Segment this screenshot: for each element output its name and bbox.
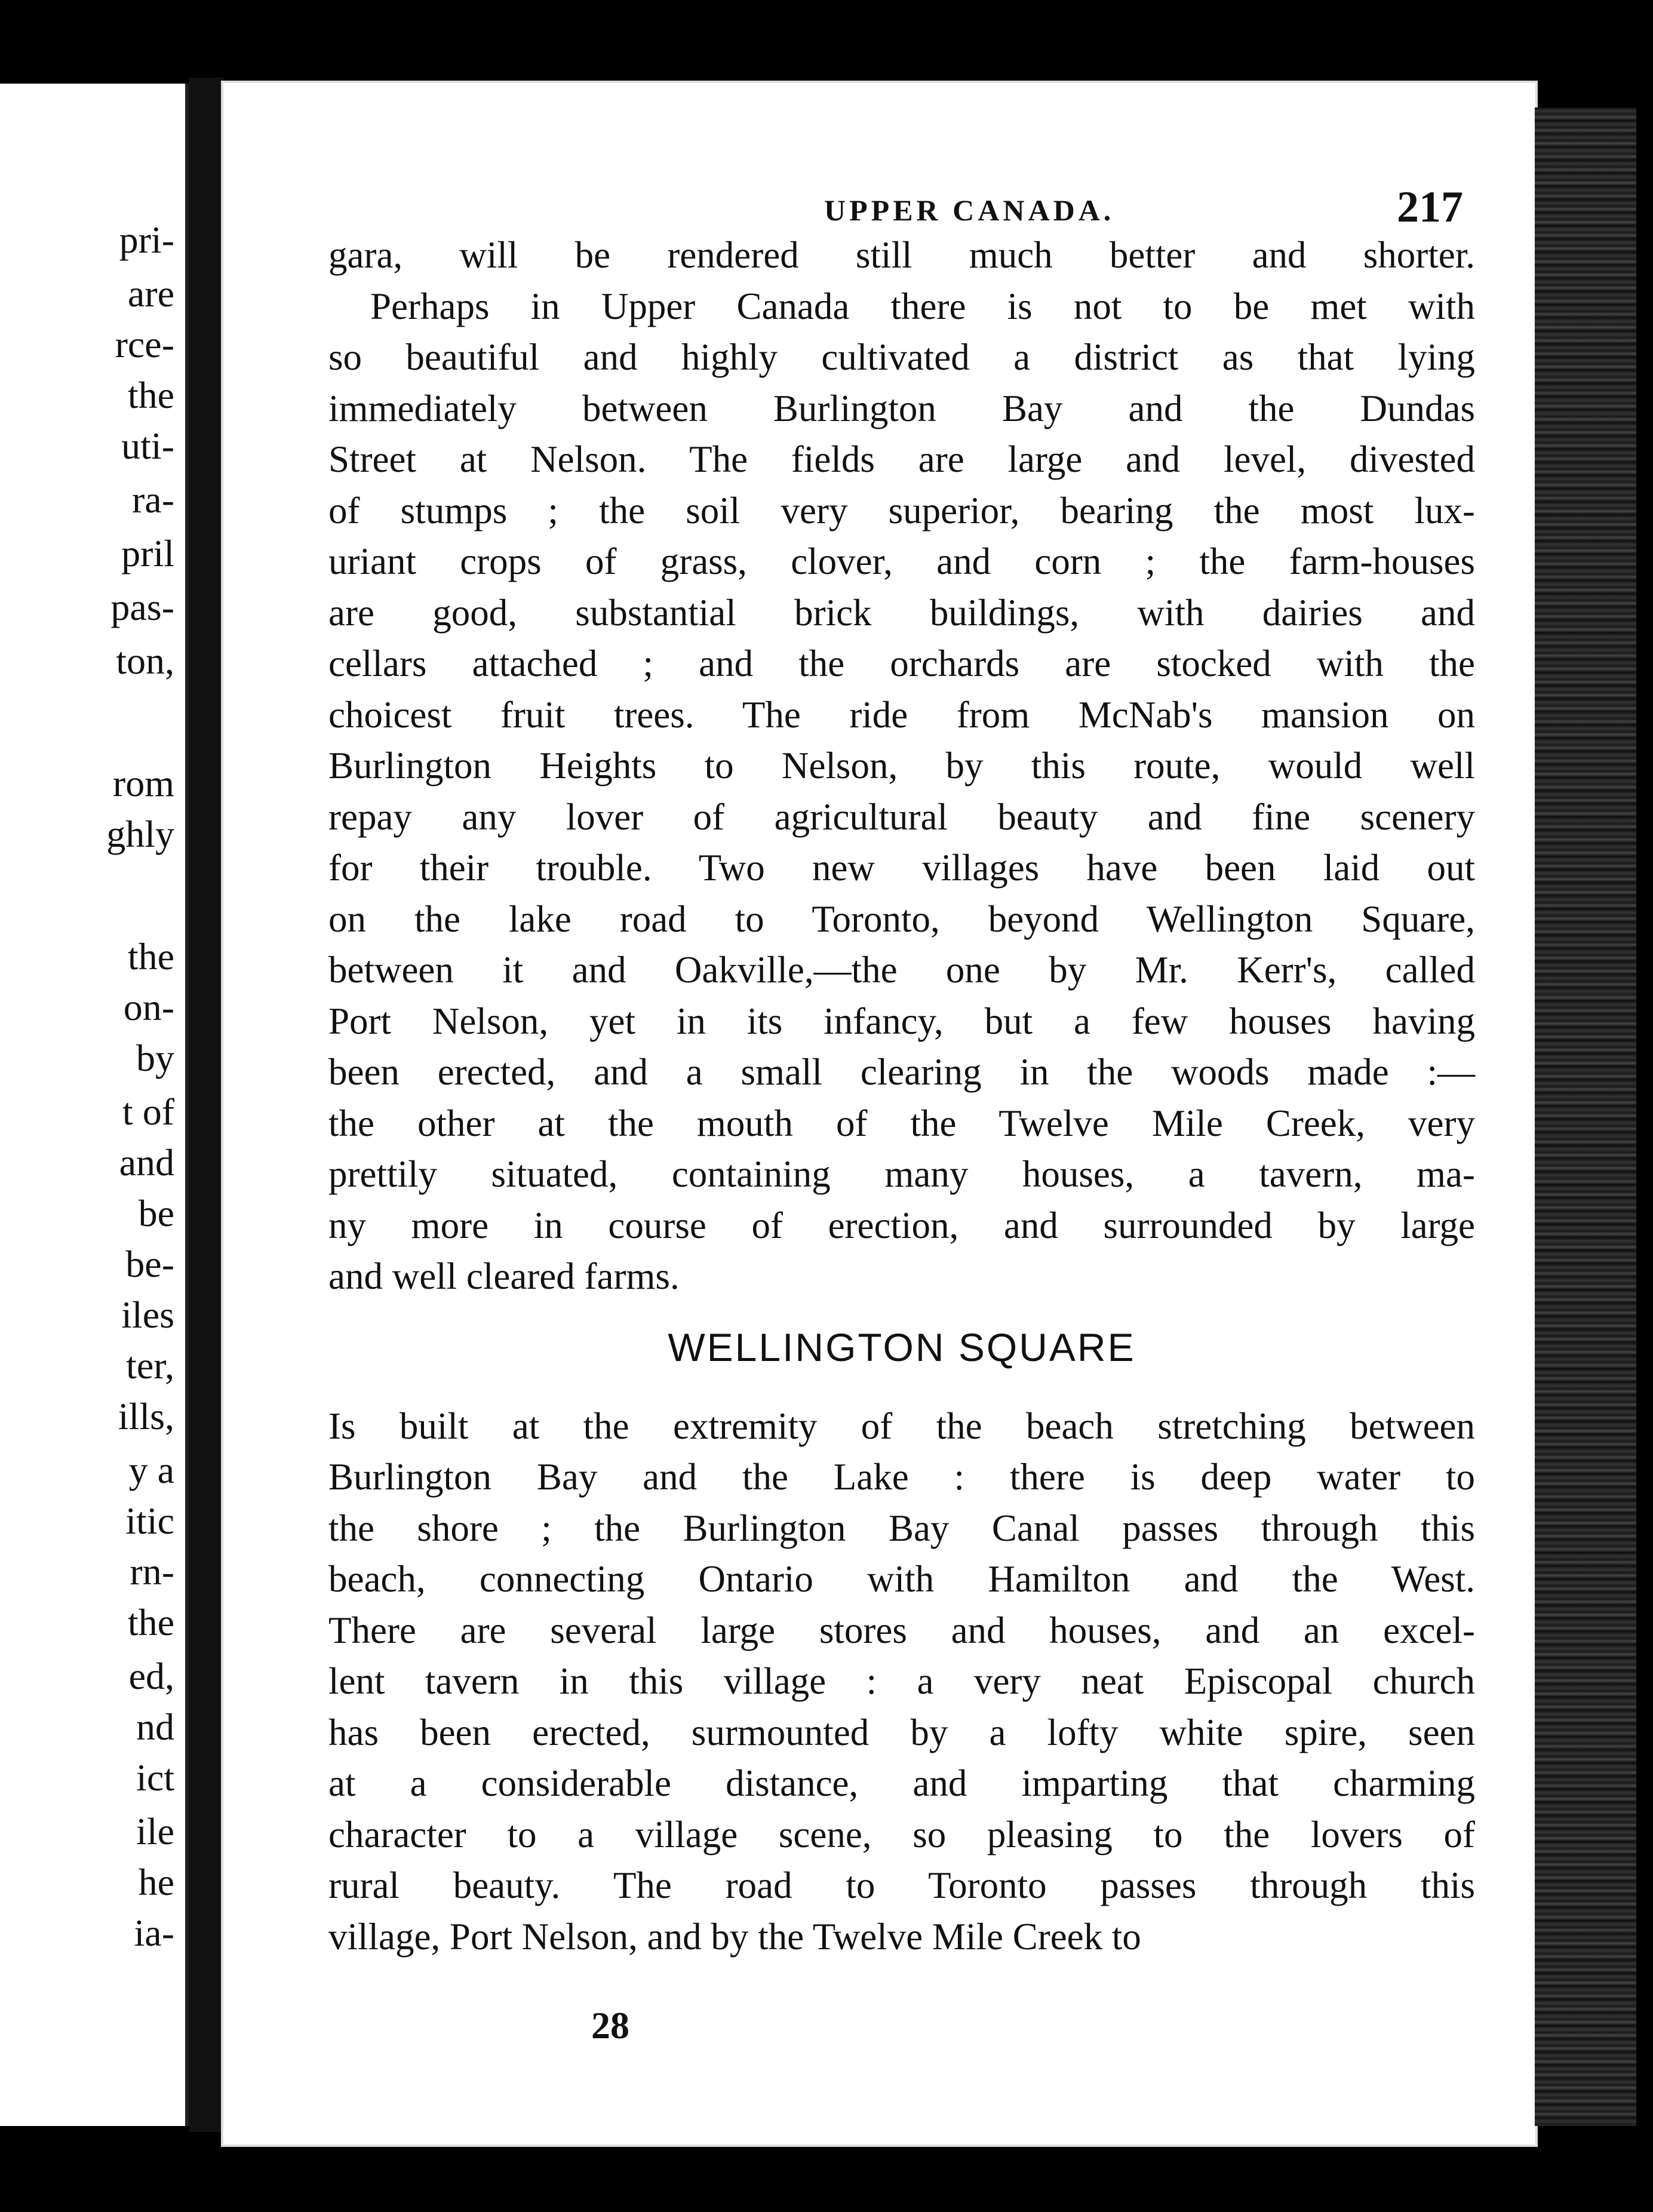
paragraph-1 — [328, 230, 1475, 1302]
left-page-fragment: he — [138, 1861, 174, 1903]
left-page-fragment: on- — [123, 986, 174, 1028]
left-page-fragment: ed, — [128, 1655, 174, 1697]
left-page-fragment: the — [127, 374, 174, 416]
left-page-fragment: uti- — [121, 425, 174, 467]
left-page-fragment: ict — [136, 1756, 174, 1799]
text-line: between it and Oakville,—the one by Mr. Kerr's, called — [328, 949, 1475, 991]
left-page-fragment: rce- — [115, 323, 174, 365]
text-line: ny more in course of erection, and surrounded by large — [328, 1204, 1475, 1246]
text-line: the other at the mouth of the Twelve Mile Creek, very — [328, 1102, 1475, 1144]
text-line: the shore ; the Burlington Bay Canal passes through this — [328, 1507, 1475, 1549]
left-page-fragment: be- — [125, 1243, 174, 1285]
running-head: UPPER CANADA. — [824, 193, 1115, 227]
text-line: for their trouble. Two new villages have been laid out — [328, 847, 1475, 889]
facing-page-left — [0, 84, 189, 2126]
left-page-fragment: ra- — [131, 478, 174, 521]
page-body — [328, 230, 1475, 1962]
text-line: cellars attached ; and the orchards are stocked with the — [328, 643, 1475, 684]
text-line: There are several large stores and houses, and an excel- — [328, 1609, 1475, 1651]
text-line: of stumps ; the soil very superior, bearing the most lux- — [328, 489, 1475, 532]
text-line: repay any lover of agricultural beauty and fine scenery — [328, 795, 1475, 838]
left-page-fragment: by — [136, 1037, 174, 1079]
left-page-fragment: ter, — [126, 1344, 174, 1387]
left-page-fragment: rom — [112, 762, 174, 804]
left-page-fragment: be — [138, 1192, 174, 1234]
text-line: immediately between Burlington Bay and the Dundas — [328, 387, 1475, 429]
text-line: so beautiful and highly cultivated a district as that lying — [328, 336, 1475, 378]
text-line: at a considerable distance, and imparting that charming — [328, 1762, 1475, 1804]
left-page-fragment: pri- — [119, 219, 174, 261]
left-page-fragment: iles — [121, 1294, 174, 1336]
left-page-fragment: rn- — [130, 1550, 174, 1593]
book-page — [221, 81, 1538, 2147]
left-page-fragment: are — [127, 272, 174, 315]
scan-border — [0, 2150, 1653, 2212]
text-line: Perhaps in Upper Canada there is not to be met with — [370, 285, 1475, 327]
book-gutter — [189, 78, 225, 2132]
text-line: lent tavern in this village : a very neat Episcopal church — [328, 1660, 1475, 1702]
text-line: has been erected, surmounted by a lofty white spire, seen — [328, 1711, 1475, 1753]
left-page-fragment: and — [119, 1141, 174, 1184]
left-page-fragment: the — [127, 1601, 174, 1643]
left-page-fragment: ghly — [106, 813, 174, 855]
left-page-fragment: pas- — [110, 586, 174, 628]
page-header — [340, 176, 1463, 230]
section-heading: WELLINGTON SQUARE — [668, 1325, 1136, 1369]
left-page-fragment: pril — [121, 532, 174, 574]
page-number: 217 — [1397, 183, 1463, 232]
left-page-fragment: ia- — [134, 1912, 174, 1954]
text-line: prettily situated, containing many houses, a tavern, ma- — [328, 1153, 1475, 1195]
left-page-fragment: itic — [125, 1500, 174, 1542]
text-line: and well cleared farms. — [328, 1255, 680, 1297]
left-page-fragment: ton, — [116, 640, 174, 682]
text-line: character to a village scene, so pleasing to the lovers of — [328, 1813, 1475, 1855]
left-page-fragment: nd — [136, 1706, 174, 1748]
left-page-fragment: the — [127, 935, 174, 978]
text-line: uriant crops of grass, clover, and corn ; the farm-houses — [328, 540, 1475, 582]
text-line: choicest fruit trees. The ride from McNab's mansion on — [328, 693, 1475, 736]
text-line: been erected, and a small clearing in the woods made :— — [328, 1051, 1475, 1093]
text-line: beach, connecting Ontario with Hamilton and the West. — [328, 1558, 1475, 1600]
text-line: Burlington Heights to Nelson, by this route, would well — [328, 745, 1475, 787]
text-line: Is built at the extremity of the beach stretching between — [328, 1405, 1475, 1447]
page-fore-edge — [1535, 107, 1636, 2126]
text-line: village, Port Nelson, and by the Twelve Mile Creek to — [328, 1915, 1141, 1958]
text-line: gara, will be rendered still much better and shorter. — [328, 234, 1475, 276]
left-page-fragment: t of — [122, 1090, 174, 1133]
signature-mark: 28 — [591, 2004, 629, 2047]
text-line: rural beauty. The road to Toronto passes through this — [328, 1864, 1475, 1906]
text-line: are good, substantial brick buildings, with dairies and — [328, 591, 1475, 634]
text-line: Port Nelson, yet in its infancy, but a few houses having — [328, 1000, 1475, 1042]
text-line: on the lake road to Toronto, beyond Wellington Square, — [328, 898, 1475, 940]
text-line: Street at Nelson. The fields are large and level, divested — [328, 438, 1475, 480]
left-page-fragment: ile — [136, 1810, 174, 1852]
left-page-fragment: ills, — [118, 1395, 174, 1437]
paragraph-2 — [328, 1401, 1475, 1963]
text-line: Burlington Bay and the Lake : there is deep water to — [328, 1456, 1475, 1498]
left-page-fragment: y a — [128, 1449, 174, 1491]
